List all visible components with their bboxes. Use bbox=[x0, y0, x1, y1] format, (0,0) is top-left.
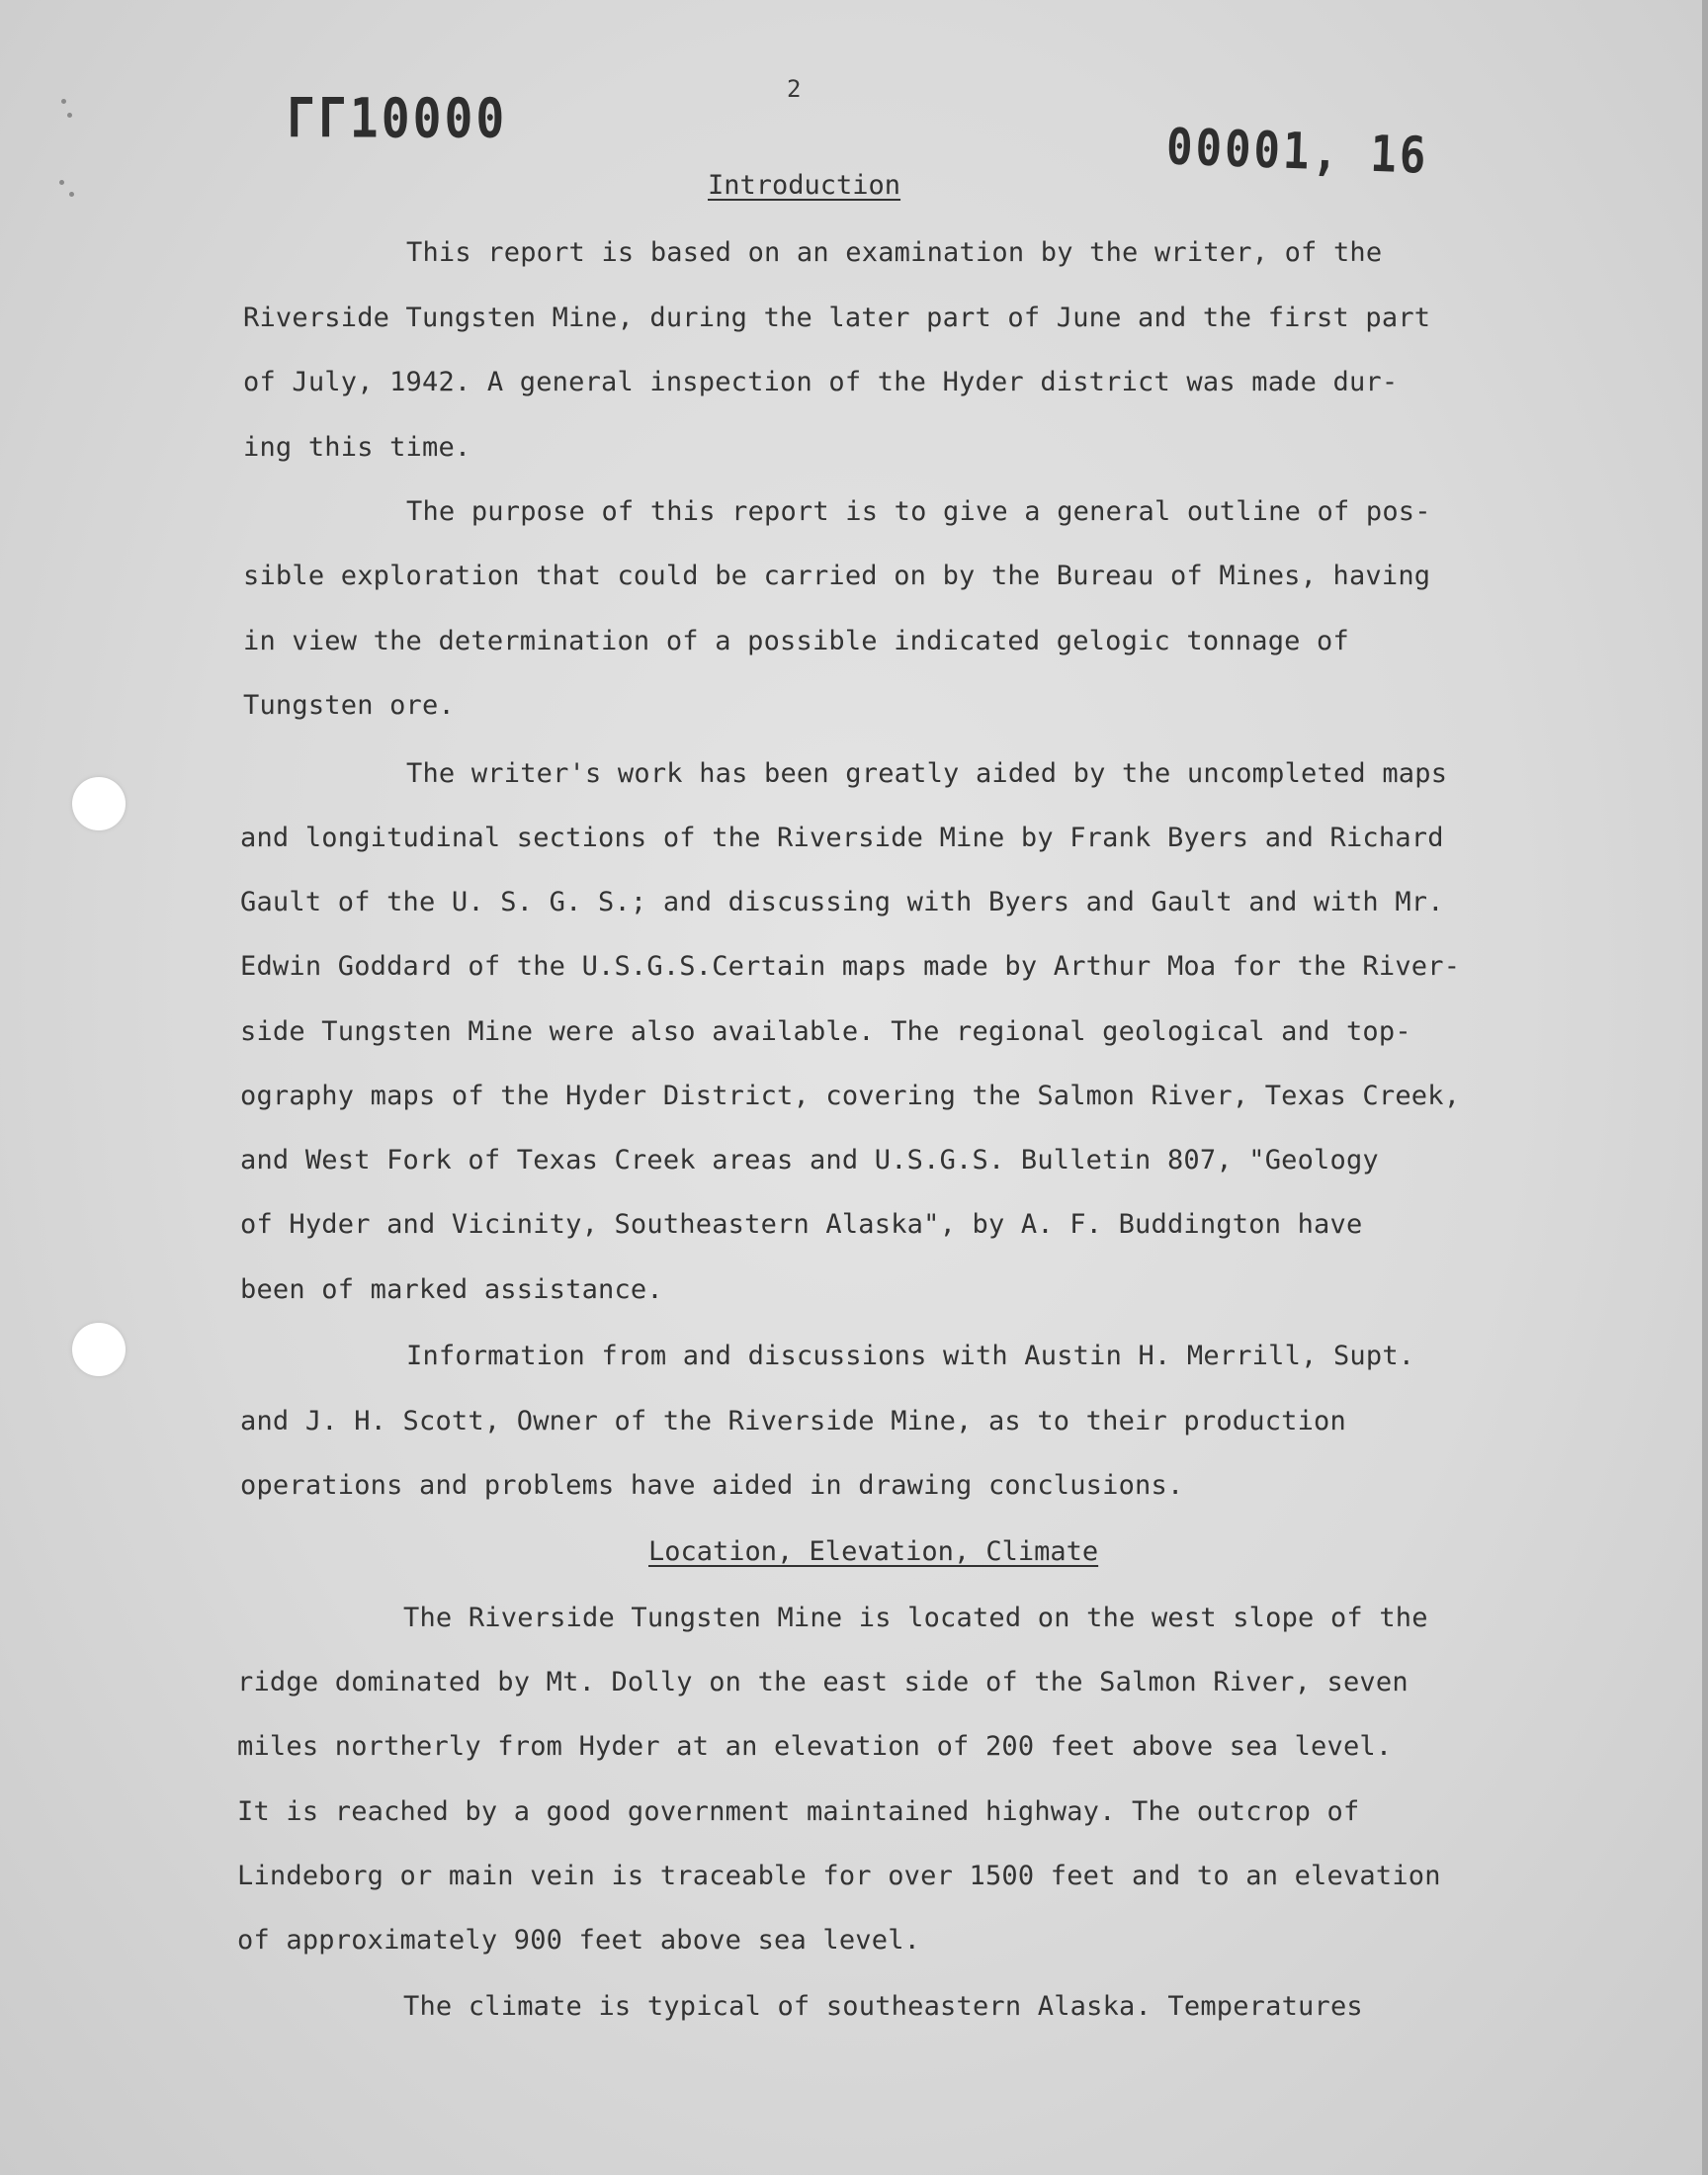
text-line: of July, 1942. A general inspection of the Hyder district was made dur- bbox=[243, 367, 1399, 397]
paper-specks bbox=[59, 99, 79, 218]
text-line: ography maps of the Hyder District, covering the Salmon River, Texas Creek, bbox=[240, 1081, 1461, 1111]
text-line: been of marked assistance. bbox=[240, 1274, 663, 1305]
text-line: of Hyder and Vicinity, Southeastern Alaska", by A. F. Buddington have bbox=[240, 1209, 1363, 1240]
section-heading-introduction: Introduction bbox=[708, 170, 901, 201]
text-line: side Tungsten Mine were also available. The regional geological and top- bbox=[240, 1016, 1411, 1047]
text-line: This report is based on an examination by the writer, of the bbox=[406, 237, 1383, 268]
page-number: 2 bbox=[787, 75, 802, 103]
text-line: in view the determination of a possible indicated gelogic tonnage of bbox=[243, 626, 1349, 656]
punch-hole-top bbox=[72, 777, 126, 830]
text-line: Tungsten ore. bbox=[243, 690, 455, 721]
text-line: of approximately 900 feet above sea level. bbox=[237, 1925, 921, 1956]
text-line: operations and problems have aided in drawing conclusions. bbox=[240, 1470, 1184, 1501]
punch-hole-bottom bbox=[72, 1323, 126, 1376]
text-line: ing this time. bbox=[243, 432, 471, 463]
document-stamp-left: ГГ10000 bbox=[287, 86, 508, 151]
text-line: Gault of the U. S. G. S.; and discussing with Byers and Gault and with Mr. bbox=[240, 887, 1444, 917]
section-heading-location: Location, Elevation, Climate bbox=[648, 1536, 1099, 1567]
text-line: The climate is typical of southeastern Alaska. Temperatures bbox=[403, 1991, 1363, 2022]
text-line: Information from and discussions with Austin H. Merrill, Supt. bbox=[406, 1341, 1415, 1371]
text-line: Lindeborg or main vein is traceable for over 1500 feet and to an elevation bbox=[237, 1861, 1441, 1891]
text-line: The writer's work has been greatly aided by the uncompleted maps bbox=[406, 758, 1448, 789]
text-line: It is reached by a good government maintained highway. The outcrop of bbox=[237, 1796, 1360, 1827]
text-line: The purpose of this report is to give a general outline of pos- bbox=[406, 496, 1431, 527]
text-line: Edwin Goddard of the U.S.G.S.Certain maps made by Arthur Moa for the River- bbox=[240, 951, 1461, 982]
text-line: and longitudinal sections of the Riverside Mine by Frank Byers and Richard bbox=[240, 823, 1444, 853]
text-line: ridge dominated by Mt. Dolly on the east side of the Salmon River, seven bbox=[237, 1667, 1409, 1697]
text-line: Riverside Tungsten Mine, during the later part of June and the first part bbox=[243, 303, 1431, 333]
document-stamp-right: 00001, 16 bbox=[1165, 118, 1430, 186]
text-line: miles northerly from Hyder at an elevation of 200 feet above sea level. bbox=[237, 1731, 1393, 1762]
text-line: sible exploration that could be carried on by the Bureau of Mines, having bbox=[243, 561, 1431, 591]
text-line: and West Fork of Texas Creek areas and U.S.G.S. Bulletin 807, "Geology bbox=[240, 1145, 1379, 1175]
text-line: The Riverside Tungsten Mine is located on the west slope of the bbox=[403, 1603, 1428, 1633]
text-line: and J. H. Scott, Owner of the Riverside Mine, as to their production bbox=[240, 1406, 1346, 1436]
